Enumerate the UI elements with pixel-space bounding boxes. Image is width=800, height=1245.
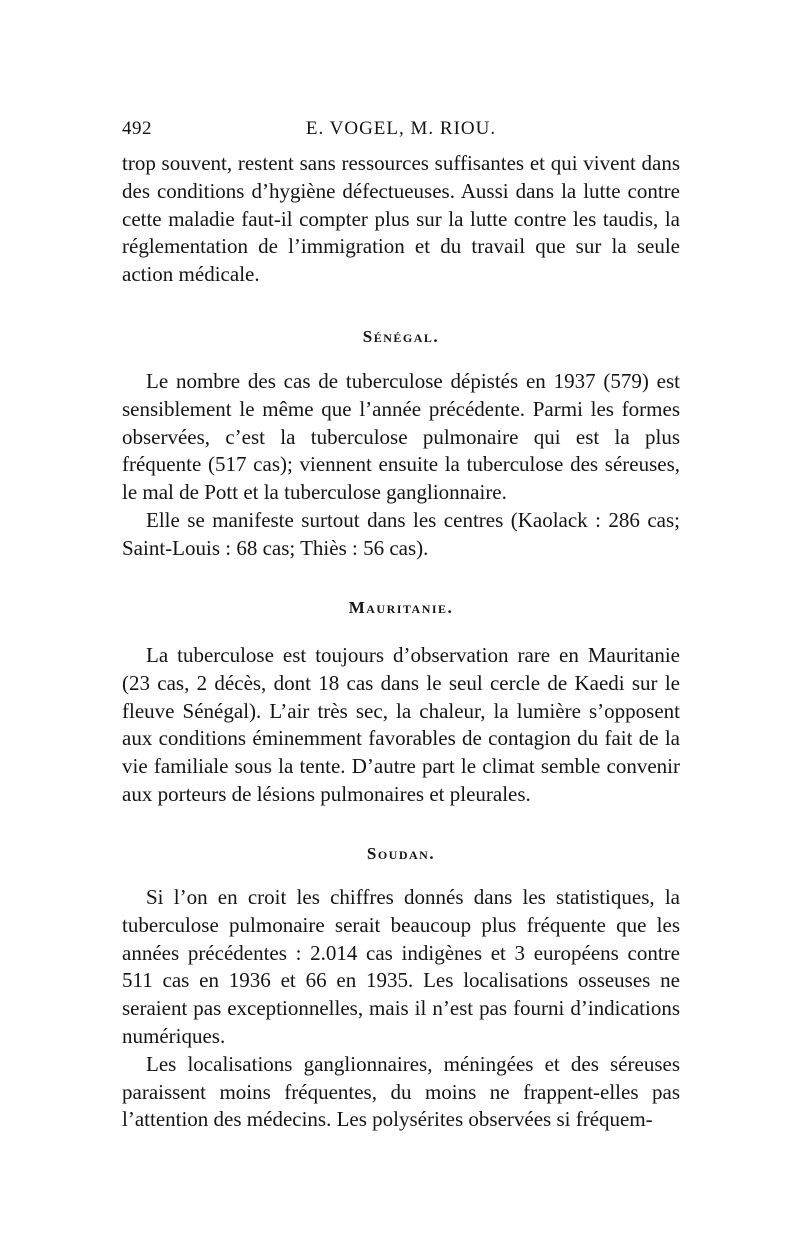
soudan-section <box>122 884 680 1134</box>
mauritanie-paragraph-1: La tuberculose est toujours d’observation rare en Mauritanie (23 cas, 2 décès, dont 18 cas dans le seul cercle de Kaedi sur le fleuve Sénégal). L’air très sec, la chaleur, la lumière s’opposent aux conditions éminemment favorables de contagion du fait de la vie familiale sous la tente. D’autre part le climat semble convenir aux porteurs de lésions pulmonaires et pleurales. <box>122 643 680 806</box>
senegal-paragraph-1: Le nombre des cas de tuberculose dépistés en 1937 (579) est sensiblement le même que l’année précédente. Parmi les formes observées, c’est la tuberculose pulmonaire qui est la plus fréquente (517 cas); viennent ensuite la tuberculose des séreuses, le mal de Pott et la tuberculose ganglionnaire. <box>122 369 680 505</box>
section-heading-soudan: Soudan. <box>366 844 436 863</box>
intro-paragraph: trop souvent, restent sans ressources suffisantes et qui vivent dans des conditions d’hygiène défectueuses. Aussi dans la lutte contre cette maladie faut-il compter plus sur la lutte contre les taudis, la réglementation de l’immigration et du travail que sur la seule action médicale. <box>122 151 680 287</box>
running-title: E. VOGEL, M. RIOU. <box>305 118 497 139</box>
soudan-paragraph-2: Les localisations ganglionnaires, méningées et des séreuses paraissent moins fréquentes, du moins ne frappent-elles pas l’attention des médecins. Les polysérites observées si fréquem- <box>122 1051 680 1132</box>
intro-section <box>122 150 680 289</box>
senegal-section <box>122 368 680 563</box>
running-head <box>122 118 680 148</box>
section-heading-senegal: Sénégal. <box>362 327 440 346</box>
section-heading-mauritanie: Mauritanie. <box>348 598 454 617</box>
senegal-paragraph-2: Elle se manifeste surtout dans les centres (Kaolack : 286 cas; Saint-Louis : 68 cas; Thiès : 56 cas). <box>122 507 680 560</box>
soudan-paragraph-1: Si l’on en croit les chiffres donnés dans les statistiques, la tuberculose pulmonaire serait beaucoup plus fréquente que les années précédentes : 2.014 cas indigènes et 3 européens contre 511 cas en 1936 et 66 en 1935. Les localisations osseuses ne seraient pas exceptionnelles, mais il n’est pas fourni d’indications numériques. <box>122 885 680 1048</box>
page-number: 492 <box>122 118 152 139</box>
mauritanie-section <box>122 642 680 809</box>
